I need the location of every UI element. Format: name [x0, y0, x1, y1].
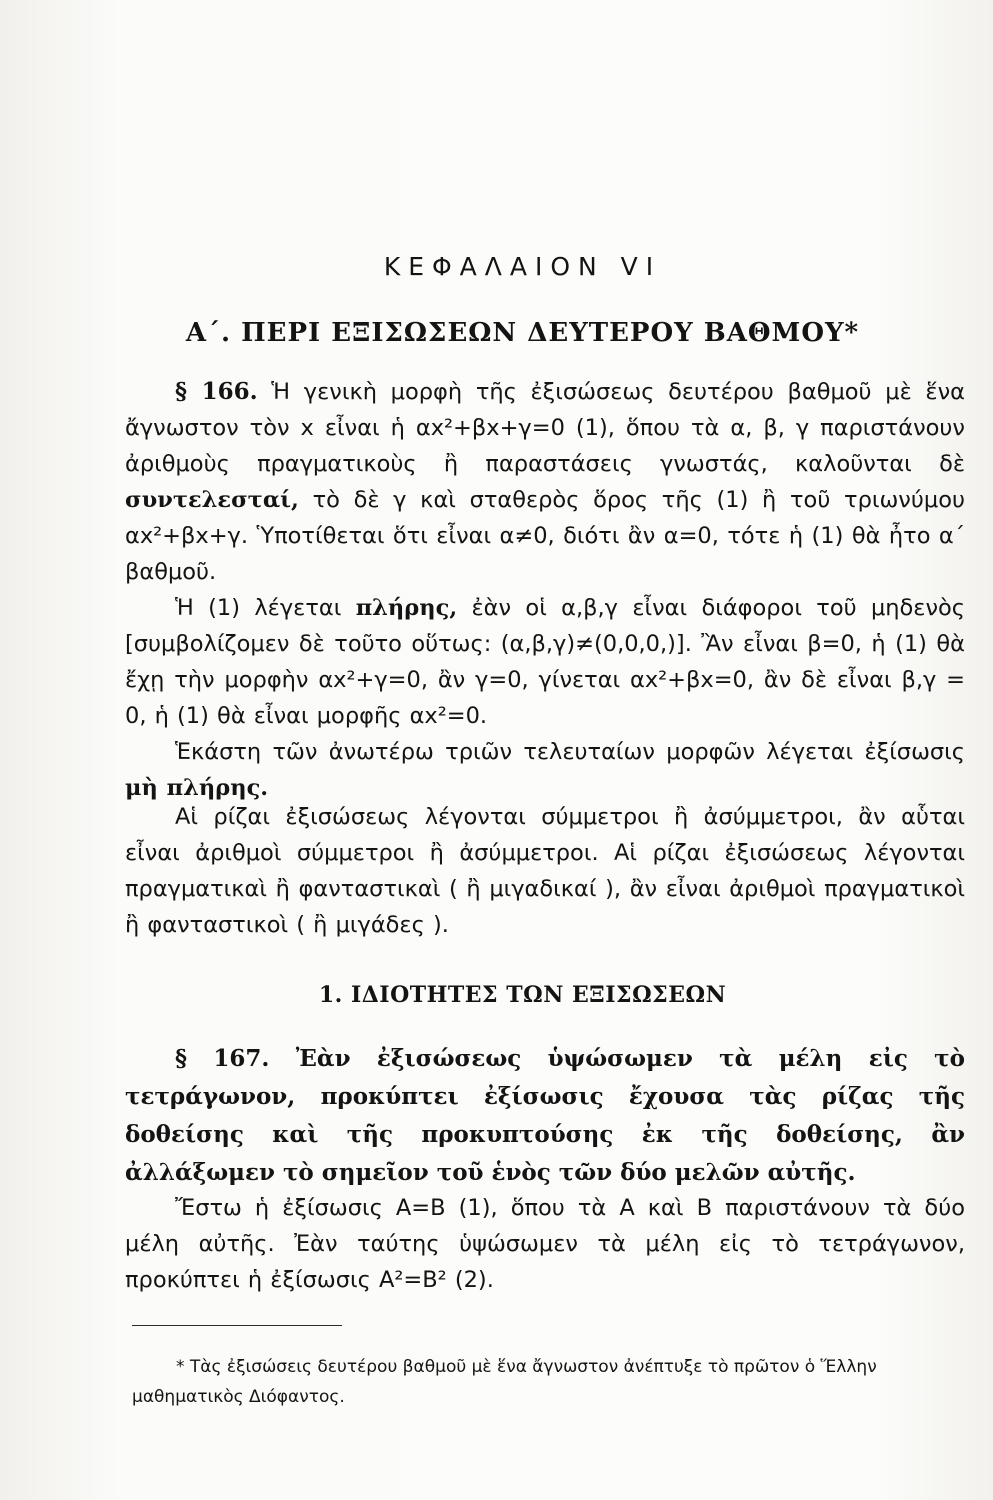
footnote-text: * Τὰς ἐξισώσεις δευτέρου βαθμοῦ μὲ ἕνα ἄγνωστον ἀνέπτυξε τὸ πρῶτον ὁ Ἕλλην μαθηματικὸς Διόφαντος.	[132, 1357, 877, 1407]
paragraph-167-statement	[125, 1040, 965, 1192]
paragraph-text: Αἱ ρίζαι ἐξισώσεως λέγονται σύμμετροι ἢ ἀσύμμετροι, ἂν αὗται εἶναι ἀριθμοὶ σύμμετροι ἢ ἀσύμμετροι. Αἱ ρίζαι ἐξισώσεως λέγονται πραγματικαὶ ἢ φανταστικαὶ ( ἢ μιγαδικαί ), ἂν εἶναι ἀριθμοὶ πραγματικοὶ ἢ φανταστικοὶ ( ἢ μιγάδες ).	[125, 804, 965, 938]
paragraph-incomplete-forms	[125, 734, 965, 806]
paragraph-text: Ἡ γενικὴ μορφὴ τῆς ἐξισώσεως δευτέρου βαθμοῦ μὲ ἕνα ἄγνωστον τὸν x εἶναι ἡ αx²+βx+γ=0 (1), ὅπου τὰ α, β, γ παριστάνουν ἀριθμοὺς πραγματικοὺς ἢ παραστάσεις γνωστάς, καλοῦνται δὲ	[125, 379, 965, 477]
footnote	[132, 1352, 962, 1412]
chapter-heading: ΚΕΦΑΛΑΙΟΝ VI	[383, 252, 662, 281]
section-number: § 166.	[175, 378, 258, 405]
bold-term: πλήρης,	[355, 595, 458, 621]
paragraph-text: Ἡ (1) λέγεται	[175, 595, 342, 621]
footnote-divider	[132, 1325, 342, 1326]
paragraph-text: τὸ δὲ γ καὶ σταθερὸς ὅρος τῆς (1) ἢ τοῦ τριωνύμου αx²+βx+γ. Ὑποτίθεται ὅτι εἶναι α≠0, διότι ἂν α=0, τότε ἡ (1) θὰ ἦτο α΄ βαθμοῦ.	[125, 487, 965, 585]
bold-term: μὴ πλήρης.	[125, 775, 269, 801]
paragraph-proof	[125, 1190, 965, 1298]
bold-term: συντελεσταί,	[125, 487, 299, 513]
paragraph-roots	[125, 799, 965, 943]
paragraph-text: Ἑκάστη τῶν ἀνωτέρω τριῶν τελευταίων μορφῶν λέγεται ἐξίσωσις	[175, 739, 965, 765]
paragraph-166	[125, 374, 965, 590]
section-number: § 167.	[175, 1045, 270, 1072]
section-title: Α΄. ΠΕΡΙ ΕΞΙΣΩΣΕΩΝ ΔΕΥΤΕΡΟΥ ΒΑΘΜΟΥ*	[185, 318, 860, 348]
paragraph-text: Ἔστω ἡ ἐξίσωσις A=B (1), ὅπου τὰ A καὶ B παριστάνουν τὰ δύο μέλη αὐτῆς. Ἐὰν ταύτης ὑψώσωμεν τὰ μέλη εἰς τὸ τετράγωνον, προκύπτει ἡ ἐξίσωσις A²=B² (2).	[125, 1195, 965, 1293]
paragraph-text: ἐὰν οἱ α,β,γ εἶναι διάφοροι τοῦ μηδενὸς [συμβολίζομεν δὲ τοῦτο οὕτως: (α,β,γ)≠(0,0,0,)]. Ἂν εἶναι β=0, ἡ (1) θὰ ἔχῃ τὴν μορφὴν αx²+γ=0, ἂν γ=0, γίνεται αx²+βx=0, ἂν δὲ εἶναι β,γ = 0, ἡ (1) θὰ εἶναι μορφῆς αx²=0.	[125, 595, 966, 729]
theorem-text: Ἐὰν ἐξισώσεως ὑψώσωμεν τὰ μέλη εἰς τὸ τετράγωνον, προκύπτει ἐξίσωσις ἔχουσα τὰς ρίζας τῆς δοθείσης καὶ τῆς προκυπτούσης ἐκ τῆς δοθείσης, ἂν ἀλλάξωμεν τὸ σημεῖον τοῦ ἑνὸς τῶν δύο μελῶν αὐτῆς.	[125, 1045, 965, 1186]
subsection-title: 1. ΙΔΙΟΤΗΤΕΣ ΤΩΝ ΕΞΙΣΩΣΕΩΝ	[318, 982, 727, 1008]
paragraph-complete-equation	[125, 590, 965, 734]
